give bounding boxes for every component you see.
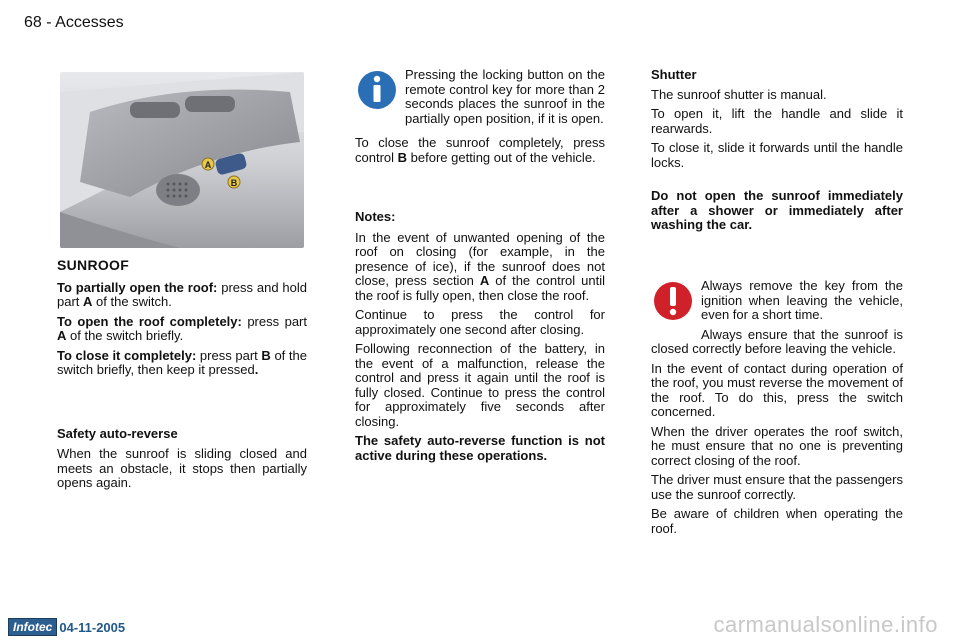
shutter-warning: Do not open the sunroof immediately after a shower or immediately after washing the car. <box>651 188 903 232</box>
warning-paragraph-5: The driver must ensure that the passengers use the sunroof correctly. <box>651 472 903 502</box>
warning-paragraph-1: Always remove the key from the ignition when leaving the vehicle, even for a short time. <box>701 278 903 322</box>
warning-paragraph-2: Always ensure that the sunroof is closed correctly before leaving the vehicle. <box>651 326 903 356</box>
key-label: B <box>261 347 271 363</box>
text-span: of the control until the roof is fully open, then close the roof. <box>355 273 605 303</box>
notes-paragraph-3: Following reconnection of the battery, in the event of a malfunction, release the control and press it again until the roof is fully closed. Continue to press the control for approximately five seconds after closing. <box>355 341 605 429</box>
warning-icon <box>651 279 701 331</box>
sunroof-heading: SUNROOF <box>57 257 130 273</box>
full-open-lead: To open the roof completely: <box>57 313 242 329</box>
notes-heading: Notes: <box>355 209 396 224</box>
warning-paragraph-6: Be aware of children when operating the roof. <box>651 506 903 536</box>
column-sunroof <box>57 258 307 496</box>
info-paragraph: Pressing the locking button on the remote control key for more than 2 seconds places the sunroof in the partially open position, if it is open. <box>405 67 605 126</box>
shutter-paragraph-3: To close it, slide it forwards until the handle locks. <box>651 140 903 170</box>
sunroof-switch-photo <box>60 72 304 248</box>
info-icon <box>355 68 405 120</box>
notes-paragraph-2: Continue to press the control for approximately one second after closing. <box>355 307 605 337</box>
key-label: B <box>397 149 408 165</box>
text-span: of the switch briefly. <box>66 328 184 343</box>
key-label: A <box>83 294 93 309</box>
key-label: A <box>479 273 490 288</box>
notes-paragraph-1 <box>355 231 605 304</box>
column-warnings <box>651 279 903 541</box>
page-header <box>24 14 124 32</box>
close-paragraph <box>57 349 307 378</box>
photo-label-b: B <box>230 178 238 188</box>
key-label: A <box>57 328 67 343</box>
section-title: Accesses <box>55 14 124 31</box>
close-lead: To close it completely: <box>57 347 197 363</box>
shutter-paragraph-1: The sunroof shutter is manual. <box>651 86 827 102</box>
partial-open-paragraph <box>57 281 307 310</box>
notes-warning: The safety auto-reverse function is not active during these operations. <box>355 433 605 463</box>
photo-label-a: A <box>204 160 212 170</box>
text-span: . <box>254 362 259 377</box>
warning-paragraph-3: In the event of contact during operation of the roof, you must reverse the movement of the roof. To do this, press the switch concerned. <box>651 360 903 419</box>
partial-open-lead: To partially open the roof: <box>57 279 218 295</box>
text-span: of the switch. <box>92 294 172 309</box>
infotec-logo: Infotec <box>8 618 57 636</box>
text-span: press and hold part <box>57 279 307 309</box>
full-open-paragraph <box>57 315 307 344</box>
watermark: carmanualsonline.info <box>713 612 938 637</box>
safety-paragraph: When the sunroof is sliding closed and meets an obstacle, it stops then partially opens again. <box>57 446 307 490</box>
column-shutter <box>651 68 903 238</box>
page-number: 68 <box>24 14 42 31</box>
text-span: To close the sunroof completely, press control <box>355 135 605 165</box>
header-separator: - <box>41 14 56 31</box>
warning-paragraph-4: When the driver operates the roof switch, he must ensure that no one is preventing correct closing of the roof. <box>651 423 903 468</box>
footer-date: 04-11-2005 <box>59 619 126 635</box>
sunroof-switch-illustration <box>60 72 304 248</box>
footer-left <box>8 618 125 636</box>
safety-heading: Safety auto-reverse <box>57 425 178 441</box>
text-span: press part <box>241 313 307 329</box>
text-span: In the event of unwanted opening of the roof on closing (for example, in the presence of ice), if the sunroof does not close, press section <box>355 229 605 288</box>
shutter-heading: Shutter <box>651 67 697 82</box>
close-before-exit-paragraph <box>355 136 605 165</box>
text-span: before getting out of the vehicle. <box>407 149 596 165</box>
shutter-paragraph-2: To open it, lift the handle and slide it rearwards. <box>651 106 903 136</box>
column-notes <box>355 68 605 468</box>
text-span: of the switch briefly, then keep it pressed <box>57 347 307 377</box>
text-span: press part <box>196 347 262 363</box>
